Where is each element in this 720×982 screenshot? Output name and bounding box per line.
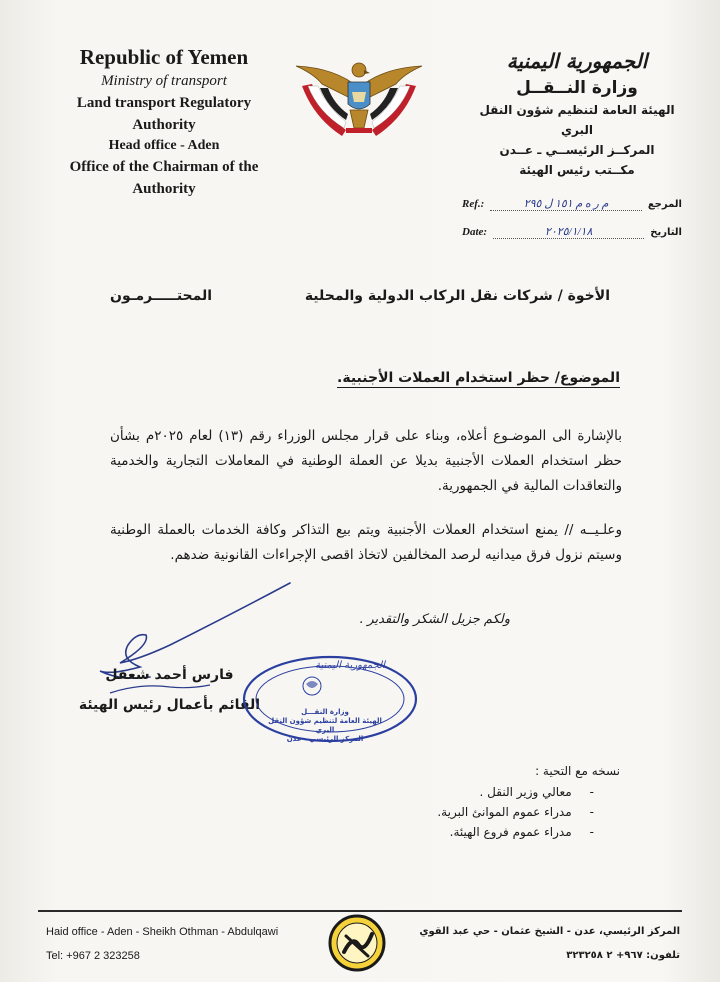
date-row bbox=[462, 218, 682, 246]
authority-name-ar: الهيئة العامة لتنظيم شؤون النقل البري bbox=[479, 103, 675, 137]
ministry-name-ar: وزارة النــقــل bbox=[516, 78, 638, 98]
subject-line: الموضوع/ حظر استخدام العملات الأجنبية. bbox=[337, 370, 620, 386]
footer-phone-en: Tel: +967 2 323258 bbox=[46, 950, 140, 962]
signatory-block bbox=[79, 660, 260, 720]
reference-block bbox=[462, 190, 682, 246]
office-name-en: Head office - Aden bbox=[108, 138, 220, 153]
footer-address-en: Haid office - Aden - Sheikh Othman - Abdulqawi bbox=[46, 926, 279, 938]
body-paragraph-2: وعلـيــه // يمنع استخدام العملات الأجنبية ويتم بيع التذاكر وكافة الخدمات بالعملة الوطنية وسيتم نزول فرق ميدانيه لرصد المخالفين لاتخاذ اقصى الإجراءات القانونية ضدهم. bbox=[110, 522, 622, 563]
footer-arabic bbox=[419, 920, 680, 968]
ref-label-ar: المرجع bbox=[647, 198, 682, 210]
stamp-text: وزارة النقـــل الهيئة العامة لتنظيم شؤون النقل البري المركز الرئيسي - عدن bbox=[268, 708, 382, 743]
chairman-office-ar: مكــتب رئيس الهيئة bbox=[519, 163, 635, 177]
authority-logo-icon bbox=[328, 914, 386, 972]
date-label-en: Date: bbox=[462, 226, 488, 238]
addressee-to: الأخوة / شركات نقل الركاب الدولية والمحلية bbox=[304, 288, 610, 304]
header-english bbox=[44, 44, 284, 200]
addressee-honorific: المحتـــــرمـون bbox=[110, 288, 213, 304]
stamp-title: الجمهورية اليمنية bbox=[314, 660, 385, 671]
footer-divider bbox=[38, 910, 682, 912]
copies-item: - مدراء عموم الموانئ البرية. bbox=[437, 802, 594, 822]
copies-block bbox=[437, 764, 620, 842]
office-name-ar: المركــز الرئيســي ـ عــدن bbox=[499, 143, 655, 157]
copies-item: - معالي وزير النقل . bbox=[437, 782, 594, 802]
body-paragraph-1: بالإشارة الى الموضـوع أعلاه، وبناء على قرار مجلس الوزراء رقم (١٣) لعام ٢٠٢٥م بشأن حظر استخدام العملات الأجنبية بديلا عن العملة الوطنية في المعاملات التجارية والخدمية والتعاقدات المالية في الجمهورية. bbox=[110, 428, 622, 494]
authority-name-en: Land transport Regulatory Authority bbox=[76, 95, 252, 133]
date-label-ar: التاريخ bbox=[650, 226, 682, 238]
country-name-en: Republic of Yemen bbox=[79, 45, 249, 69]
reference-row bbox=[462, 190, 682, 218]
footer-phone-ar: تلفون: ٩٦٧+ ٢ ٣٢٣٢٥٨ bbox=[566, 950, 680, 961]
ref-value: م ر ه م ١٥١ ل ٢٩٥ bbox=[490, 197, 642, 211]
closing-line: ولكم جزيل الشكر والتقدير . bbox=[359, 612, 510, 627]
ministry-name-en: Ministry of transport bbox=[101, 73, 227, 89]
header-arabic bbox=[462, 46, 692, 180]
date-value: ٢٠٢٥/١/١٨ bbox=[493, 225, 644, 239]
signatory-name: فارس أحمد شعفل bbox=[105, 667, 234, 683]
country-name-ar: الجمهورية اليمنية bbox=[506, 49, 648, 73]
copies-list bbox=[437, 782, 594, 842]
footer-address-ar: المركز الرئيسي، عدن - الشيخ عثمان - حي عبد القوي bbox=[419, 926, 680, 937]
ref-label-en: Ref.: bbox=[462, 198, 485, 210]
footer-english bbox=[46, 920, 278, 968]
signatory-title: القائم بأعمال رئيس الهيئة bbox=[78, 697, 260, 713]
copies-title: نسخه مع التحية : bbox=[535, 764, 620, 778]
addressee-line bbox=[110, 288, 610, 304]
chairman-office-en: Office of the Chairman of the Authority bbox=[69, 159, 259, 197]
yemen-eagle-emblem-icon bbox=[284, 48, 434, 148]
copies-item: - مدراء عموم فروع الهيئة. bbox=[437, 822, 594, 842]
